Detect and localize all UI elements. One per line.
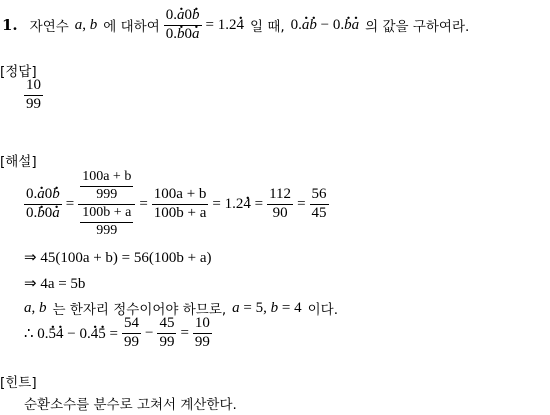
sol1-r1-fraction: $\frac{100a + b}{100b + a}$ (153, 186, 207, 221)
answer-den: 99 (26, 95, 41, 112)
solution-line1: $\frac{0.. a0. b}{0.. b0. a}$ = $\frac{\frac{100a + b}{999}}{\frac{100b + a}{999}}$ = $\frac{100a + b}{100b + a}$ = 1.2. 4 = $\frac{112}{90}$ = $\frac{56}{45}$ (24, 170, 329, 239)
answer-header: [정답] (0, 64, 37, 80)
line4-end: 이다. (307, 302, 338, 318)
problem-text-mid: 에 대하여 (103, 19, 160, 36)
hint-header: [힌트] (0, 375, 37, 391)
problem-expr: 0.. a. b − 0.. b. a (291, 17, 359, 34)
sol1-lhs-fraction: $\frac{0.. a0. b}{0.. b0. a}$ (24, 187, 62, 222)
sol1-complex-fraction: $\frac{\frac{100a + b}{999}}{\frac{100b + a}{999}}$ (78, 170, 135, 239)
problem-text-before: 자연수 (29, 19, 69, 36)
line5-prefix: ∴ 0.. 5. 4 − 0.. 4. 5 = (24, 324, 118, 343)
sol1-value: = 1.2. 4 = (212, 196, 263, 213)
solution-line3: ⇒ 4a = 5b (24, 276, 86, 292)
problem-fraction (164, 8, 202, 43)
line5-f2: $\frac{45}{99}$ (159, 315, 175, 350)
solution-line2: ⇒ 45(100a + b) = 56(100b + a) (24, 250, 212, 266)
problem-equals: = 1.2. 4 (206, 17, 244, 34)
sol1-r2-fraction: $\frac{112}{90}$ (269, 186, 292, 221)
problem-number: 1. (2, 16, 18, 35)
line5-f1: $\frac{54}{99}$ (123, 315, 139, 350)
line4-text: 는 한자리 정수이어야 하므로, (52, 302, 227, 318)
problem-text-after1: 일 때, (249, 19, 285, 36)
answer-fraction (24, 78, 43, 113)
line5-f3: $\frac{10}{99}$ (194, 315, 210, 350)
solution-header: [해설] (0, 154, 37, 170)
problem-vars: a, b (74, 16, 98, 33)
problem-frac-num: 0.. a0. b (164, 8, 202, 26)
problem-text-after2: 의 값을 구하여라. (365, 19, 470, 36)
sol1-r3-fraction: $\frac{56}{45}$ (311, 186, 327, 221)
solution-line5: ∴ 0.. 5. 4 − 0.. 4. 5 = $\frac{54}{99}$ − $\frac{45}{99}$ = $\frac{10}{99}$ (24, 316, 212, 351)
line4-vals: a = 5, b = 4 (232, 299, 302, 316)
problem-frac-den: 0.. b0. a (164, 26, 202, 43)
hint-text: 순환소수를 분수로 고쳐서 계산한다. (24, 397, 237, 413)
line4-vars: a, b (24, 299, 47, 316)
solution-line4 (24, 298, 338, 318)
answer-num: 10 (24, 78, 43, 96)
problem-line (2, 8, 469, 43)
